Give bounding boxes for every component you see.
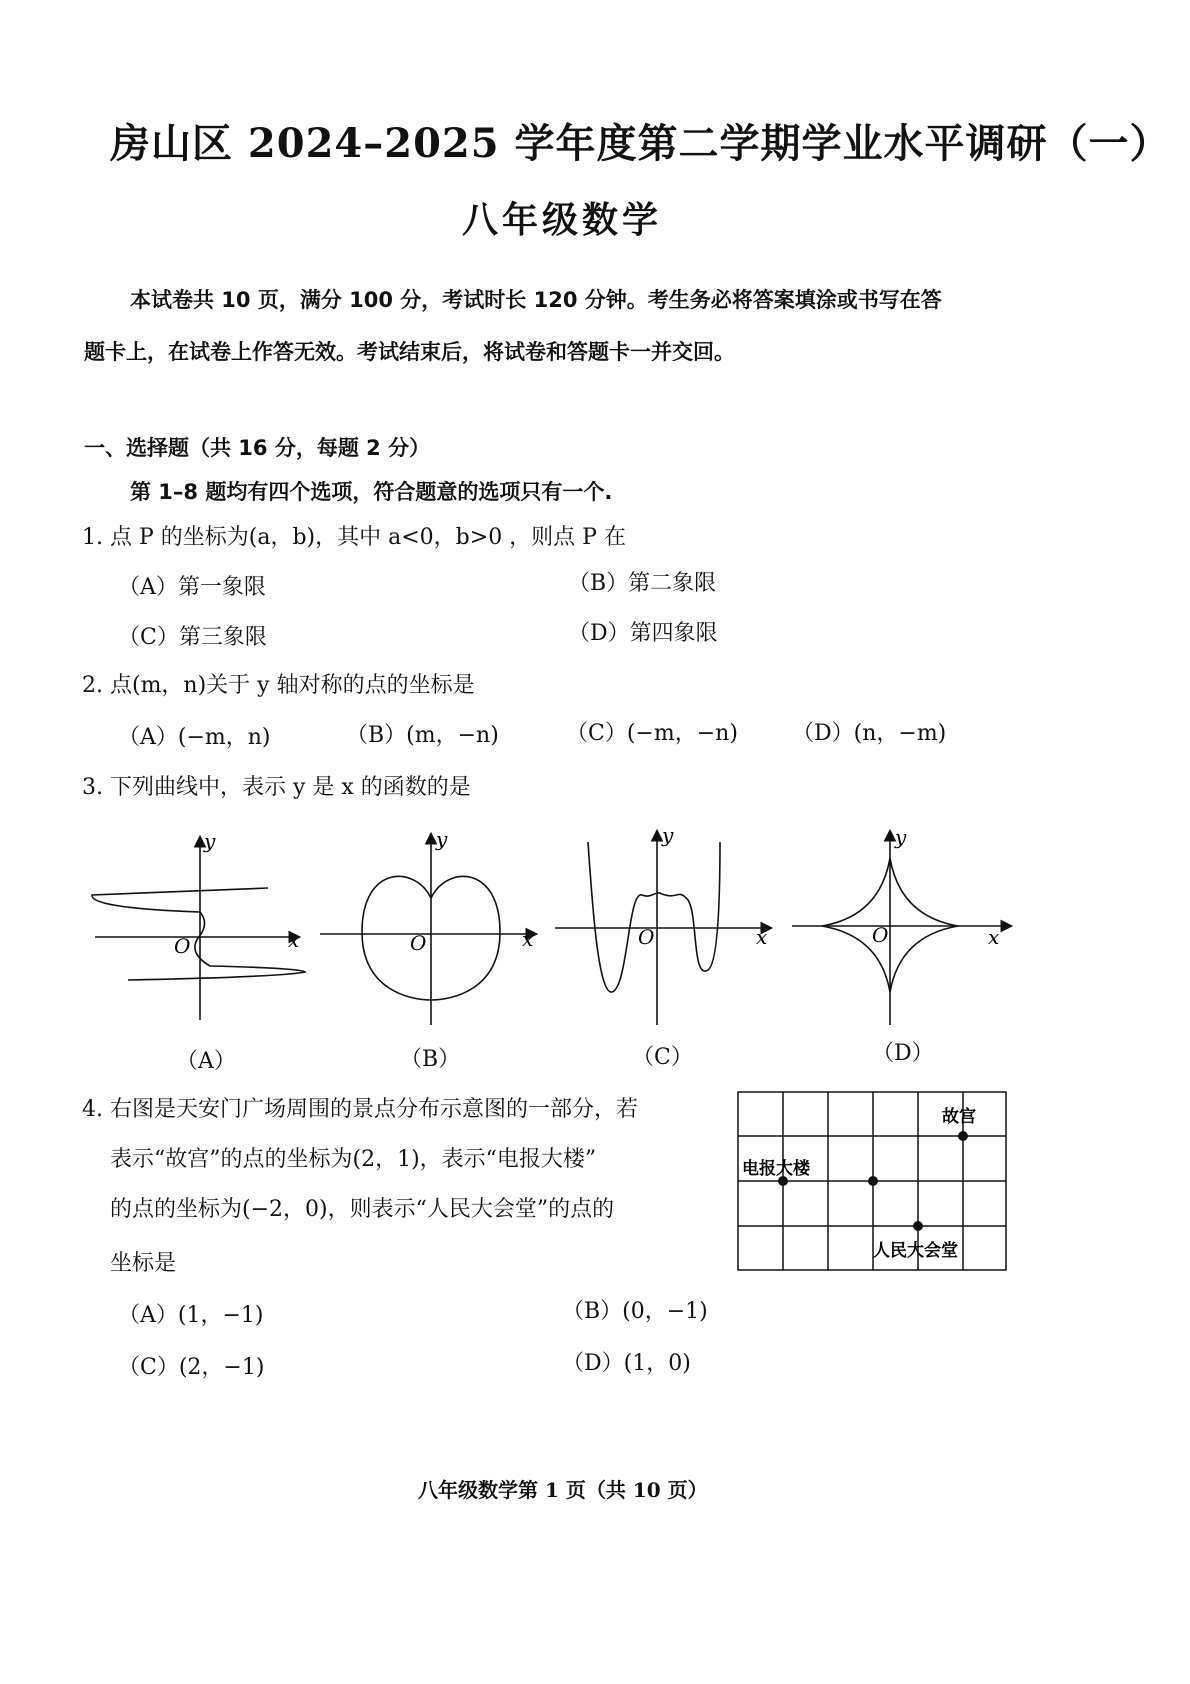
question-1-stem: 1. 点 P 的坐标为(a，b)，其中 a<0，b>0 ，则点 P 在	[82, 525, 626, 550]
graph-b-y-label: y	[436, 827, 448, 851]
question-1-option-a[interactable]: （A）第一象限	[118, 575, 266, 600]
graph-d-caption: （D）	[872, 1041, 934, 1066]
question-1-option-b[interactable]: （B）第二象限	[568, 571, 717, 596]
graph-d-y-label: y	[895, 825, 907, 849]
question-1-option-d[interactable]: （D）第四象限	[568, 621, 718, 646]
map-point-renmin[interactable]	[913, 1221, 923, 1231]
map-label-dianbao: 电报大楼	[742, 1159, 810, 1179]
graph-a-x-label: x	[288, 928, 300, 952]
question-2-option-c[interactable]: （C）(−m，−n)	[566, 721, 738, 746]
instructions-line-2: 题卡上，在试卷上作答无效。考试结束后，将试卷和答题卡一并交回。	[84, 340, 735, 364]
question-4-line-1: 4. 右图是天安门广场周围的景点分布示意图的一部分，若	[82, 1097, 638, 1122]
graph-a-origin-label: O	[174, 934, 191, 958]
map-label-renmin: 人民大会堂	[873, 1241, 958, 1261]
exam-subtitle: 八年级数学	[462, 199, 663, 241]
graph-c-origin-label: O	[638, 925, 655, 949]
question-2-option-a[interactable]: （A）(−m，n)	[118, 725, 271, 750]
graph-a[interactable]	[92, 829, 305, 1020]
graph-b-origin-label: O	[410, 931, 427, 955]
graph-c-y-label: y	[662, 823, 674, 847]
map-point-origin[interactable]	[868, 1176, 878, 1186]
map-point-gugong[interactable]	[958, 1131, 968, 1141]
question-1-option-c[interactable]: （C）第三象限	[118, 625, 267, 650]
graph-a-caption: （A）	[176, 1049, 236, 1074]
graph-b-caption: （B）	[400, 1047, 461, 1072]
question-2-option-b[interactable]: （B）(m，−n)	[346, 723, 499, 748]
section-note: 第 1–8 题均有四个选项，符合题意的选项只有一个.	[130, 480, 613, 504]
instructions-line-1: 本试卷共 10 页，满分 100 分，考试时长 120 分钟。考生务必将答案填涂或书写在答	[130, 288, 942, 312]
question-4-option-d[interactable]: （D）(1，0)	[562, 1351, 691, 1376]
graph-b[interactable]	[320, 827, 535, 1025]
map-label-gugong: 故宫	[942, 1107, 976, 1127]
question-4-option-c[interactable]: （C）(2，−1)	[118, 1355, 265, 1380]
graph-a-y-label: y	[204, 829, 216, 853]
question-4-line-2: 表示“故宫”的点的坐标为(2，1)，表示“电报大楼”	[110, 1147, 597, 1172]
section-heading: 一、选择题（共 16 分，每题 2 分）	[84, 436, 431, 460]
exam-title: 房山区 2024–2025 学年度第二学期学业水平调研（一）	[110, 120, 1171, 167]
graph-d-origin-label: O	[872, 923, 889, 947]
graph-c[interactable]	[555, 823, 770, 1025]
graph-d[interactable]	[792, 825, 1010, 1025]
graph-d-x-label: x	[988, 925, 1000, 949]
question-4-line-3: 的点的坐标为(−2，0)，则表示“人民大会堂”的点的	[110, 1197, 615, 1222]
question-4-map-grid	[736, 1090, 1011, 1275]
question-2-option-d[interactable]: （D）(n，−m)	[792, 721, 947, 746]
question-3-stem: 3. 下列曲线中，表示 y 是 x 的函数的是	[82, 775, 471, 800]
question-3-graphs	[80, 820, 1040, 1050]
graph-c-caption: （C）	[632, 1045, 693, 1070]
page-footer: 八年级数学第 1 页（共 10 页）	[418, 1478, 708, 1502]
graph-b-x-label: x	[522, 927, 534, 951]
question-2-stem: 2. 点(m，n)关于 y 轴对称的点的坐标是	[82, 673, 475, 698]
question-4-line-4: 坐标是	[110, 1251, 177, 1276]
question-4-option-a[interactable]: （A）(1，−1)	[118, 1303, 264, 1328]
question-4-option-b[interactable]: （B）(0，−1)	[562, 1299, 708, 1324]
graph-c-x-label: x	[756, 925, 768, 949]
